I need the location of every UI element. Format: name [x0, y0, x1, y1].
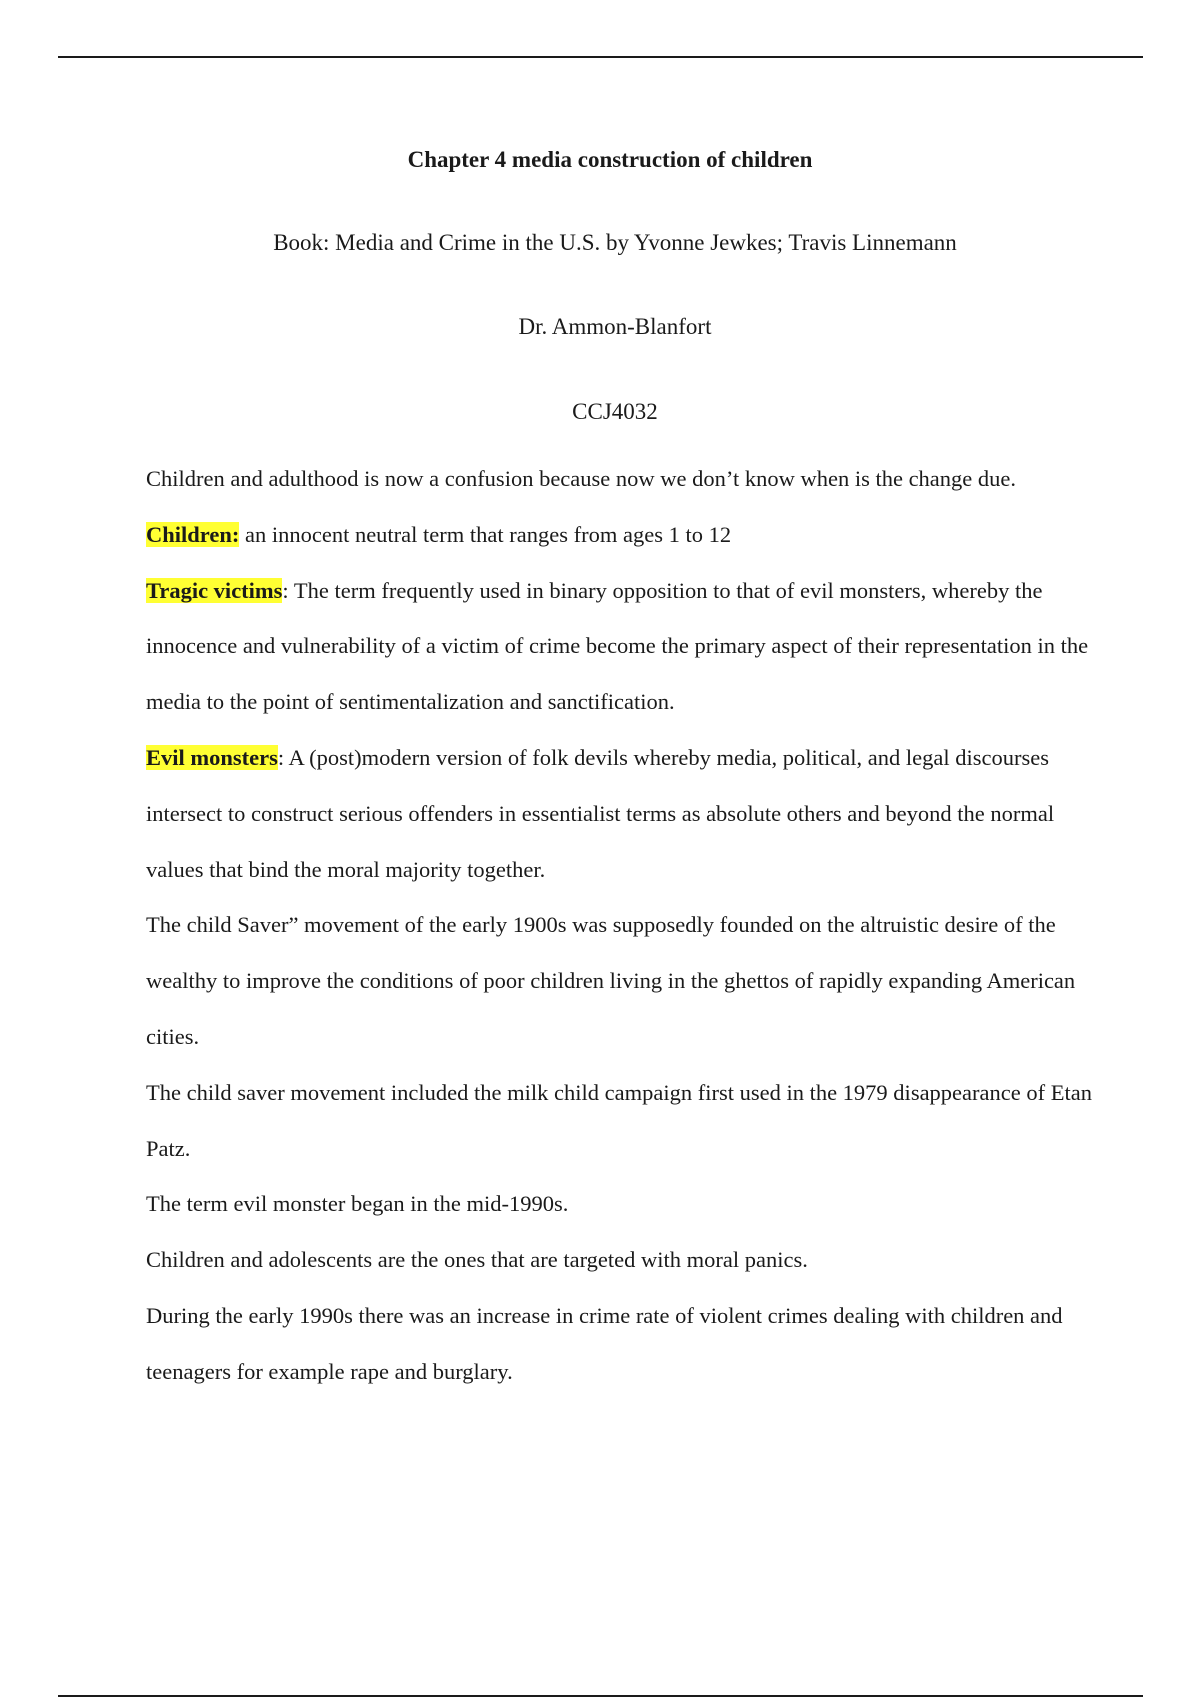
definition-paragraph [146, 507, 1106, 563]
notes-body [146, 451, 1106, 1400]
definition-paragraph [146, 730, 1106, 897]
paragraph-text: Children and adolescents are the ones that are targeted with moral panics. [146, 1247, 808, 1273]
top-rule [58, 56, 1143, 58]
instructor-name: Dr. Ammon-Blanfort [518, 314, 712, 339]
definition-text: : The term frequently used in binary opposition to that of evil monsters, whereby the innocence and vulnerability of a victim of crime become the primary aspect of their representation in the media to the point of sentimentalization and sanctification. [146, 577, 1089, 715]
paragraph [146, 1288, 1106, 1400]
paragraph [146, 897, 1106, 1064]
paragraph-text: The term evil monster began in the mid-1990s. [146, 1191, 569, 1217]
paragraph [146, 1232, 1106, 1288]
highlighted-term: Tragic victims [146, 577, 283, 603]
book-reference: Book: Media and Crime in the U.S. by Yvonne Jewkes; Travis Linnemann [273, 230, 957, 255]
paragraph [146, 451, 1106, 507]
definition-text: : A (post)modern version of folk devils whereby media, political, and legal discourses intersect to construct serious offenders in essentialist terms as absolute others and beyond the normal values that bind the moral majority together. [146, 744, 1055, 882]
highlighted-term: Evil monsters [146, 744, 278, 770]
paragraph-text: The child Saver” movement of the early 1900s was supposedly founded on the altruistic desire of the wealthy to improve the conditions of poor children living in the ghettos of rapidly expanding American cities. [146, 912, 1076, 1049]
paragraph [146, 1176, 1106, 1232]
paragraph-text: During the early 1990s there was an increase in crime rate of violent crimes dealing with children and teenagers for example rape and burglary. [146, 1302, 1063, 1384]
document-title: Chapter 4 media construction of children [407, 147, 813, 172]
paragraph [146, 1065, 1106, 1177]
bottom-rule [58, 1695, 1143, 1697]
highlighted-term: Children: [146, 521, 240, 547]
paragraph-text: Children and adulthood is now a confusion because now we don’t know when is the change due. [146, 466, 1017, 491]
paragraph-text: The child saver movement included the milk child campaign first used in the 1979 disappearance of Etan Patz. [146, 1079, 1092, 1161]
definition-paragraph [146, 563, 1106, 730]
definition-text: an innocent neutral term that ranges from ages 1 to 12 [239, 521, 732, 547]
course-code: CCJ4032 [572, 399, 658, 424]
